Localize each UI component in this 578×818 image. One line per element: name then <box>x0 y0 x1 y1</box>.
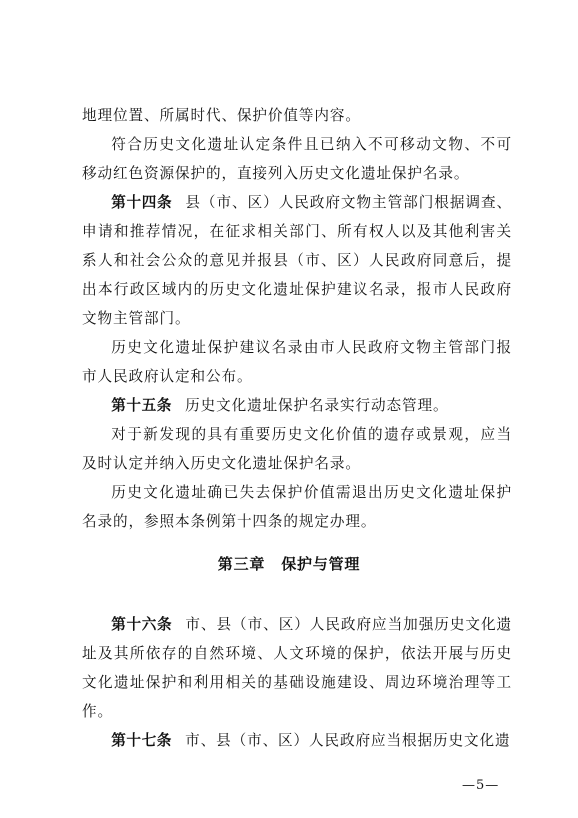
chapter-heading <box>0 553 578 574</box>
page-number: —5— <box>462 778 500 793</box>
paragraph-text: 对于新发现的具有重要历史文化价值的遗存或景观，应当及时认定并纳入历史文化遗址保护名录。 <box>82 426 512 472</box>
paragraph-text: 符合历史文化遗址认定条件且已纳入不可移动文物、不可移动红色资源保护的，直接列入历史文化遗址保护名录。 <box>82 136 512 182</box>
paragraph <box>82 478 512 536</box>
paragraph <box>82 333 512 391</box>
upper-body-text <box>82 101 512 536</box>
paragraph <box>82 130 512 188</box>
paragraph-text: 历史文化遗址确已失去保护价值需退出历史文化遗址保护名录的，参照本条例第十四条的规定办理。 <box>82 484 512 530</box>
chapter-number: 第三章 <box>217 555 266 573</box>
paragraph-text: 市、县（市、区）人民政府应当根据历史文化遗 <box>185 732 511 749</box>
chapter-title: 保护与管理 <box>281 555 361 573</box>
article-15-paragraph <box>82 391 512 420</box>
paragraph-text: 地理位置、所属时代、保护价值等内容。 <box>82 107 361 124</box>
article-number: 第十四条 <box>111 194 173 211</box>
article-number: 第十六条 <box>111 616 173 633</box>
article-14-paragraph <box>82 188 512 333</box>
article-16-paragraph <box>82 610 512 726</box>
paragraph-text: 历史文化遗址保护建议名录由市人民政府文物主管部门报市人民政府认定和公布。 <box>82 339 512 385</box>
paragraph-text: 历史文化遗址保护名录实行动态管理。 <box>185 397 449 414</box>
paragraph-text: 市、县（市、区）人民政府应当加强历史文化遗址及其所依存的自然环境、人文环境的保护，依法开展与历史文化遗址保护和利用相关的基础设施建设、周边环境治理等工作。 <box>82 616 512 720</box>
article-number: 第十五条 <box>111 397 172 414</box>
paragraph-text: 县（市、区）人民政府文物主管部门根据调查、申请和推荐情况，在征求相关部门、所有权人以及其他利害关系人和社会公众的意见并报县（市、区）人民政府同意后，提出本行政区域内的历史文化遗址保护建议名录，报市人民政府文物主管部门。 <box>82 194 512 327</box>
paragraph <box>82 420 512 478</box>
lower-body-text <box>82 610 512 755</box>
article-number: 第十七条 <box>111 732 172 749</box>
article-17-paragraph <box>82 726 512 755</box>
paragraph-continuation <box>82 101 512 130</box>
